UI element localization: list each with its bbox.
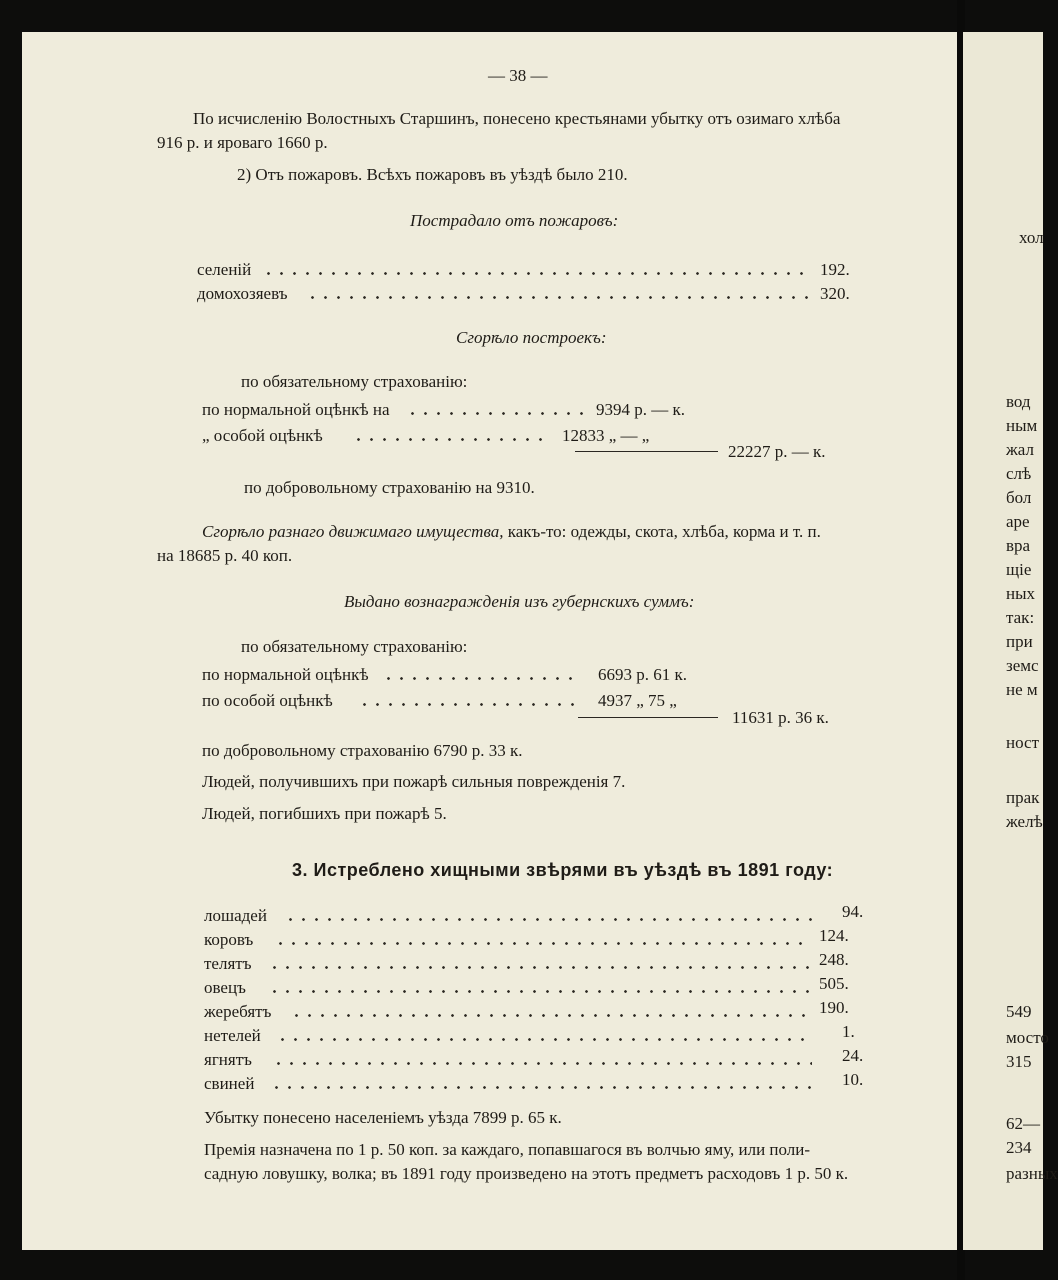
sum-rule bbox=[575, 451, 718, 452]
right-fragment: вра bbox=[1006, 536, 1031, 555]
leader-dots bbox=[272, 1062, 812, 1065]
leader-dots bbox=[268, 990, 812, 993]
awards-normal-value: 6693 р. 61 к. bbox=[598, 665, 688, 684]
intro-line-1: По исчисленію Волостныхъ Старшинъ, понесено крестьянами убытку отъ озимаго хлѣба bbox=[193, 109, 841, 128]
predator-row-value: 124. bbox=[819, 926, 849, 945]
awards-special-value: 4937 „ 75 „ bbox=[598, 691, 677, 710]
compulsory-label: по обязательному страхованію: bbox=[241, 372, 468, 391]
predator-row-value: 248. bbox=[819, 950, 849, 969]
normal-label: по нормальной оцѣнкѣ на bbox=[202, 400, 390, 419]
special-value: 12833 „ — „ bbox=[562, 426, 650, 445]
right-fragment: 234 bbox=[1006, 1138, 1032, 1157]
right-fragment: ност bbox=[1006, 733, 1039, 752]
leader-dots bbox=[352, 438, 552, 441]
book-page bbox=[22, 32, 957, 1250]
movable-property-line-1 bbox=[202, 522, 821, 542]
predator-row-label: свиней bbox=[204, 1074, 255, 1093]
predator-row-label: нетелей bbox=[204, 1026, 261, 1045]
leader-dots bbox=[358, 703, 574, 706]
predator-row-value: 94. bbox=[842, 902, 864, 921]
right-fragment: 315 bbox=[1006, 1052, 1032, 1071]
movable-property-line-2: на 18685 р. 40 коп. bbox=[157, 546, 293, 565]
leader-dots bbox=[306, 296, 810, 299]
predator-row-label: коровъ bbox=[204, 930, 254, 949]
movable-italic: Сгорѣло разнаго движимаго имущества, bbox=[202, 522, 504, 541]
predators-loss: Убытку понесено населеніемъ уѣзда 7899 р. 65 к. bbox=[204, 1108, 562, 1127]
leader-dots bbox=[382, 677, 574, 680]
leader-dots bbox=[284, 918, 812, 921]
leader-dots bbox=[276, 1038, 812, 1041]
awards-compulsory-label: по обязательному страхованію: bbox=[241, 637, 468, 656]
right-fragment: разных bbox=[1006, 1164, 1058, 1183]
premium-line-1: Премія назначена по 1 р. 50 коп. за каждаго, попавшагося въ волчью яму, или поли- bbox=[204, 1140, 811, 1159]
page-number: — 38 — bbox=[488, 66, 548, 85]
sum-rule bbox=[578, 717, 718, 718]
right-fragment: при bbox=[1006, 632, 1033, 651]
predator-row-label: овецъ bbox=[204, 978, 246, 997]
right-fragment: слѣ bbox=[1006, 464, 1032, 483]
suffered-label-villages: селеній bbox=[197, 260, 252, 279]
right-fragment: вод bbox=[1006, 392, 1031, 411]
leader-dots bbox=[406, 412, 584, 415]
adjacent-page-edge bbox=[963, 32, 1058, 1250]
suffered-label-households: домохозяевъ bbox=[197, 284, 288, 303]
awards-heading: Выдано вознагражденія изъ губернскихъ суммъ: bbox=[344, 592, 695, 611]
predator-row-label: лошадей bbox=[204, 906, 267, 925]
awards-voluntary: по добровольному страхованію 6790 р. 33 к. bbox=[202, 741, 523, 760]
leader-dots bbox=[262, 272, 810, 275]
intro-line-2: 916 р. и яроваго 1660 р. bbox=[157, 133, 328, 152]
leader-dots bbox=[274, 942, 812, 945]
leader-dots bbox=[270, 1086, 812, 1089]
predator-row-value: 190. bbox=[819, 998, 849, 1017]
right-fragment: 549 bbox=[1006, 1002, 1032, 1021]
right-fragment: земс bbox=[1006, 656, 1039, 675]
right-fragment: не м bbox=[1006, 680, 1038, 699]
awards-total: 11631 р. 36 к. bbox=[732, 708, 829, 727]
predator-row-label: ягнятъ bbox=[204, 1050, 252, 1069]
predator-row-value: 1. bbox=[842, 1022, 855, 1041]
right-fragment: хол bbox=[1019, 228, 1044, 247]
injured-people: Людей, получившихъ при пожарѣ сильныя поврежденія 7. bbox=[202, 772, 626, 791]
normal-value: 9394 р. — к. bbox=[596, 400, 686, 419]
fires-title: 2) Отъ пожаровъ. Всѣхъ пожаровъ въ уѣздѣ было 210. bbox=[237, 165, 628, 184]
voluntary-insurance: по добровольному страхованію на 9310. bbox=[244, 478, 535, 497]
right-fragment: щіе bbox=[1006, 560, 1032, 579]
right-fragment: прак bbox=[1006, 788, 1040, 807]
burned-heading: Сгорѣло построекъ: bbox=[456, 328, 607, 347]
leader-dots bbox=[290, 1014, 812, 1017]
right-fragment: аре bbox=[1006, 512, 1030, 531]
predators-heading: 3. Истреблено хищными звѣрями въ уѣздѣ въ 1891 году: bbox=[292, 860, 834, 880]
right-fragment: так: bbox=[1006, 608, 1035, 627]
right-fragment: ных bbox=[1006, 584, 1036, 603]
right-fragment: бол bbox=[1006, 488, 1032, 507]
premium-line-2: садную ловушку, волка; въ 1891 году произведено на этотъ предметъ расходовъ 1 р. 50 к. bbox=[204, 1164, 849, 1183]
movable-rest: какъ-то: одежды, скота, хлѣба, корма и т. п. bbox=[503, 522, 821, 541]
dead-people: Людей, погибшихъ при пожарѣ 5. bbox=[202, 804, 447, 823]
right-fragment: желѣ bbox=[1006, 812, 1043, 831]
suffered-heading: Пострадало отъ пожаровъ: bbox=[410, 211, 619, 230]
predator-row-label: жеребятъ bbox=[204, 1002, 272, 1021]
leader-dots bbox=[268, 966, 812, 969]
awards-normal-label: по нормальной оцѣнкѣ bbox=[202, 665, 369, 684]
right-fragment: мосто bbox=[1006, 1028, 1049, 1047]
right-fragment: жал bbox=[1006, 440, 1034, 459]
suffered-value-households: 320. bbox=[820, 284, 850, 303]
burned-total: 22227 р. — к. bbox=[728, 442, 826, 461]
predator-row-value: 10. bbox=[842, 1070, 864, 1089]
predator-row-label: телятъ bbox=[204, 954, 252, 973]
suffered-value-villages: 192. bbox=[820, 260, 850, 279]
right-fragment: 62— bbox=[1006, 1114, 1040, 1133]
predator-row-value: 24. bbox=[842, 1046, 864, 1065]
special-label: „ особой оцѣнкѣ bbox=[202, 426, 323, 445]
awards-special-label: по особой оцѣнкѣ bbox=[202, 691, 333, 710]
predator-row-value: 505. bbox=[819, 974, 849, 993]
right-fragment: ным bbox=[1006, 416, 1038, 435]
